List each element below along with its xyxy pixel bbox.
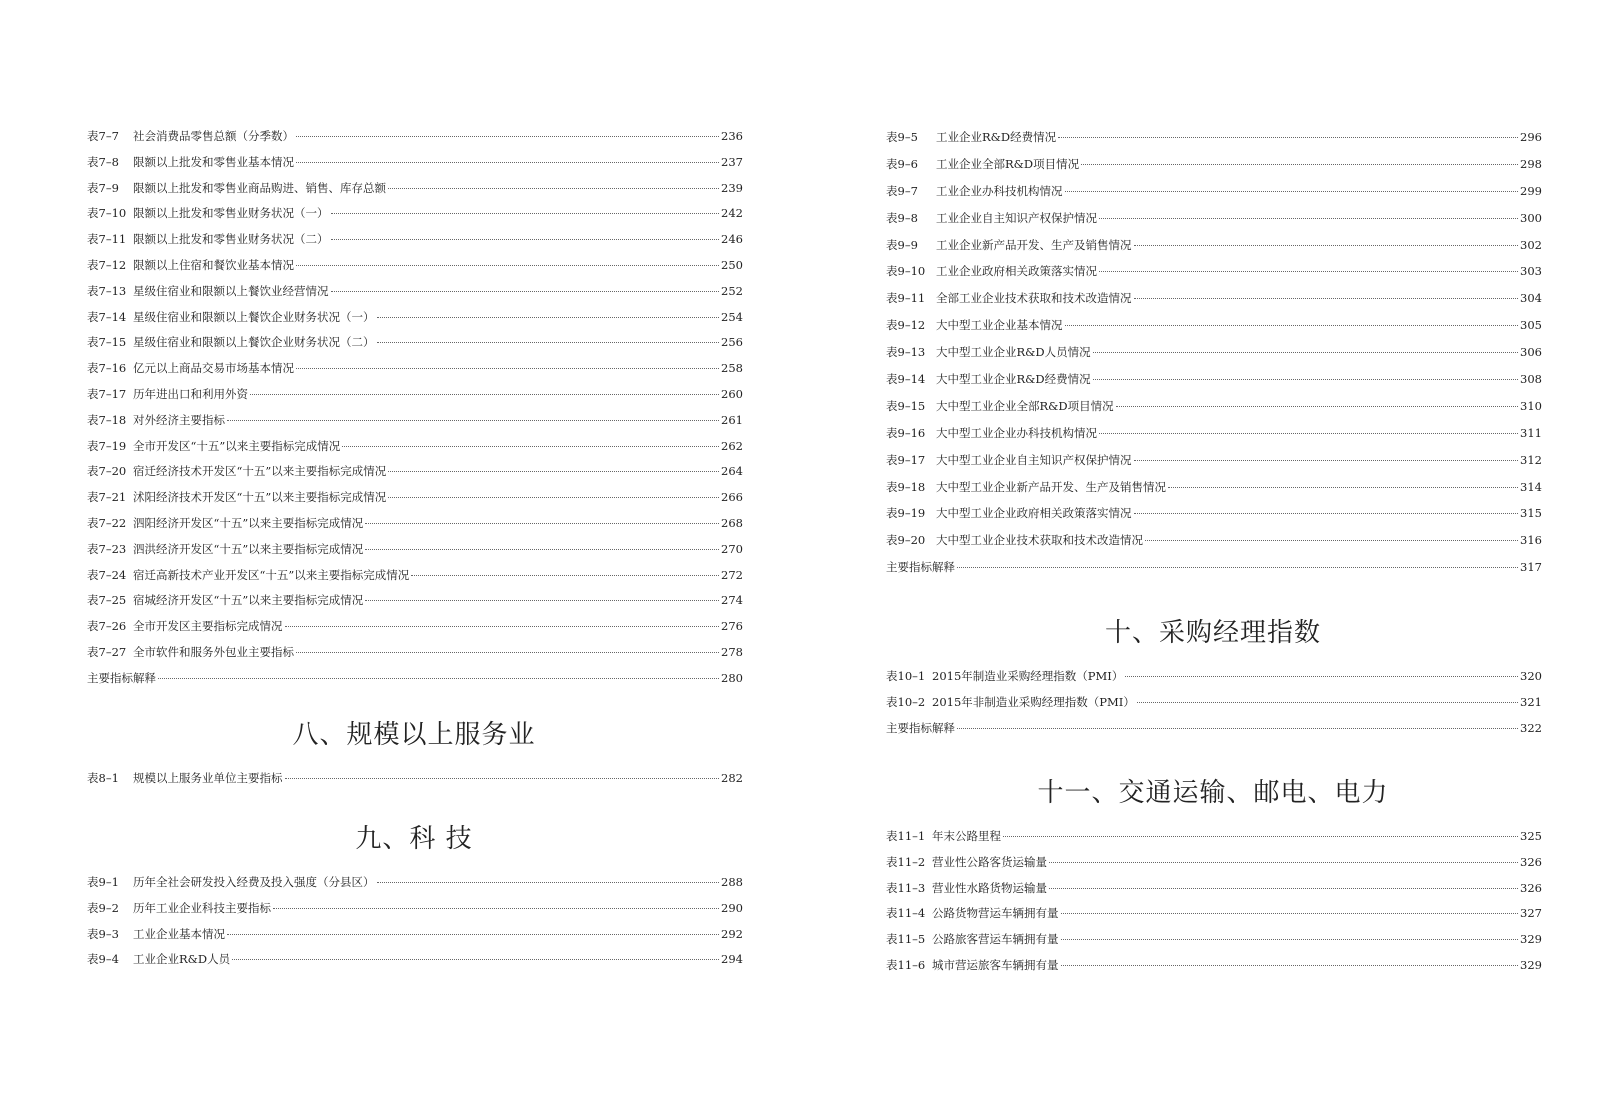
toc-entry-page-number: 317 [1520, 560, 1542, 575]
section-heading-9: 九、科 技 [355, 824, 473, 854]
section-9-toc-list [87, 870, 741, 973]
toc-entry-code: 表7–20 [87, 464, 127, 479]
toc-entry-page-number: 282 [721, 771, 743, 785]
toc-entry-page-number: 306 [1520, 345, 1542, 360]
toc-leader-dots [250, 394, 719, 395]
toc-leader-dots [296, 265, 719, 266]
toc-leader-dots [158, 678, 719, 679]
toc-entry-code: 表7–27 [87, 644, 127, 659]
toc-entry-title: 全市开发区“十五”以来主要指标完成情况 [133, 438, 341, 453]
toc-entry[interactable] [886, 447, 1540, 474]
section-heading-11: 十一、交通运输、邮电、电力 [1037, 778, 1389, 808]
toc-entry-page-number: 316 [1520, 533, 1542, 548]
toc-entry-title: 2015年制造业采购经理指数（PMI） [932, 669, 1124, 683]
toc-entry-page-number: 246 [721, 232, 743, 247]
toc-entry-page-number: 237 [721, 154, 743, 169]
toc-leader-dots [273, 908, 719, 909]
toc-entry[interactable] [87, 947, 741, 973]
toc-entry-code: 表7–22 [87, 515, 127, 530]
toc-entry[interactable] [886, 664, 1540, 690]
toc-entry-page-number: 305 [1520, 318, 1542, 333]
toc-entry-page-number: 252 [721, 283, 743, 298]
toc-leader-dots [1081, 164, 1518, 165]
toc-entry[interactable] [87, 227, 741, 253]
toc-entry-code: 表9–16 [886, 425, 926, 440]
toc-entry-title: 大中型工业企业R&D经费情况 [936, 372, 1091, 387]
toc-entry-title: 沭阳经济技术开发区“十五”以来主要指标完成情况 [133, 490, 387, 505]
toc-entry[interactable] [87, 563, 741, 589]
toc-entry-code: 表9–13 [886, 345, 926, 360]
toc-entry-code: 表11–3 [886, 880, 926, 895]
toc-leader-dots [285, 778, 720, 779]
toc-entry[interactable] [87, 537, 741, 563]
toc-leader-dots [285, 626, 720, 627]
toc-entry-title: 公路旅客营运车辆拥有量 [932, 932, 1059, 947]
toc-entry[interactable] [886, 258, 1540, 285]
toc-leader-dots [1003, 836, 1518, 837]
toc-entry[interactable] [87, 870, 741, 896]
toc-entry[interactable] [886, 850, 1540, 876]
toc-entry[interactable] [87, 382, 741, 408]
toc-entry-title: 大中型工业企业新产品开发、生产及销售情况 [936, 479, 1166, 494]
toc-entry-title: 限额以上批发和零售业财务状况（二） [133, 232, 329, 247]
toc-leader-dots [1134, 245, 1519, 246]
toc-entry[interactable] [886, 393, 1540, 420]
toc-entry-code: 表9–1 [87, 875, 119, 889]
toc-entry-page-number: 329 [1520, 932, 1542, 947]
toc-entry-page-number: 299 [1520, 183, 1542, 198]
toc-entry-page-number: 327 [1520, 906, 1542, 921]
toc-entry[interactable] [886, 178, 1540, 205]
toc-entry-code: 表7–11 [87, 232, 127, 247]
toc-entry-title: 宿迁高新技术产业开发区“十五”以来主要指标完成情况 [133, 567, 410, 582]
toc-leader-dots [1134, 460, 1519, 461]
toc-entry[interactable] [886, 690, 1540, 716]
toc-entry-page-number: 264 [721, 464, 743, 479]
toc-leader-dots [1134, 513, 1519, 514]
toc-entry[interactable] [886, 953, 1540, 979]
toc-entry-code: 表9–18 [886, 479, 926, 494]
section-8-toc-list [87, 766, 741, 792]
toc-entry[interactable] [886, 339, 1540, 366]
toc-entry-code: 表7–10 [87, 206, 127, 221]
toc-entry-title: 工业企业政府相关政策落实情况 [936, 264, 1097, 279]
section-heading-10: 十、采购经理指数 [1104, 618, 1321, 648]
toc-entry-title: 历年进出口和利用外资 [133, 386, 248, 401]
toc-entry-title: 限额以上批发和零售业基本情况 [133, 154, 294, 169]
toc-entry-code: 表7–7 [87, 129, 119, 143]
toc-entry-code: 表9–4 [87, 952, 119, 967]
toc-entry-code: 表11–1 [886, 829, 926, 843]
toc-entry-code: 表7–13 [87, 283, 127, 298]
toc-entry-code: 表9–17 [886, 452, 926, 467]
toc-entry-page-number: 272 [721, 567, 743, 582]
section-heading-8: 八、规模以上服务业 [292, 720, 536, 750]
toc-entry-title: 大中型工业企业全部R&D项目情况 [936, 398, 1114, 413]
toc-leader-dots [296, 652, 719, 653]
toc-leader-dots [331, 239, 720, 240]
toc-leader-dots [1125, 676, 1518, 677]
toc-entry-page-number: 262 [721, 438, 743, 453]
toc-entry-code: 表11–5 [886, 932, 926, 947]
toc-entry-title: 工业企业基本情况 [133, 926, 225, 941]
toc-entry-code: 表7–12 [87, 257, 127, 272]
toc-entry-title: 主要指标解释 [87, 670, 156, 685]
toc-entry-page-number: 268 [721, 515, 743, 530]
toc-entry[interactable] [87, 330, 741, 356]
toc-leader-dots [331, 213, 720, 214]
toc-entry-page-number: 314 [1520, 479, 1542, 494]
toc-entry-title: 泗阳经济开发区“十五”以来主要指标完成情况 [133, 515, 364, 530]
toc-entry-title: 主要指标解释 [886, 720, 955, 735]
toc-entry-code: 表9–20 [886, 533, 926, 548]
toc-entry-code: 表7–14 [87, 309, 127, 324]
toc-entry-page-number: 266 [721, 490, 743, 505]
toc-entry-code: 表11–6 [886, 957, 926, 972]
toc-entry-code: 表7–23 [87, 541, 127, 556]
toc-leader-dots [227, 934, 719, 935]
toc-leader-dots [1093, 352, 1518, 353]
toc-leader-dots [365, 523, 719, 524]
toc-entry-code: 表9–3 [87, 926, 119, 941]
toc-entry-code: 表9–12 [886, 318, 926, 333]
toc-entry-code: 表9–2 [87, 900, 119, 915]
toc-entry-page-number: 310 [1520, 398, 1542, 413]
toc-leader-dots [1061, 939, 1519, 940]
toc-leader-dots [1168, 487, 1518, 488]
toc-entry-title: 工业企业R&D经费情况 [936, 130, 1057, 144]
toc-entry-code: 表7–21 [87, 490, 127, 505]
toc-leader-dots [1145, 540, 1518, 541]
toc-entry-code: 表9–14 [886, 372, 926, 387]
toc-entry-title: 年末公路里程 [932, 829, 1001, 843]
toc-leader-dots [1137, 702, 1518, 703]
toc-entry-title: 限额以上批发和零售业商品购进、销售、库存总额 [133, 180, 386, 195]
toc-entry-page-number: 242 [721, 206, 743, 221]
toc-entry-page-number: 258 [721, 361, 743, 376]
toc-entry-page-number: 322 [1520, 720, 1542, 735]
toc-entry[interactable] [886, 927, 1540, 953]
toc-entry[interactable] [886, 124, 1540, 151]
toc-entry-page-number: 278 [721, 644, 743, 659]
toc-entry-page-number: 300 [1520, 210, 1542, 225]
toc-leader-dots [365, 549, 719, 550]
toc-entry-code: 表11–4 [886, 906, 926, 921]
toc-leader-dots [1049, 888, 1518, 889]
toc-leader-dots [411, 575, 719, 576]
toc-entry-code: 表10–2 [886, 694, 926, 709]
toc-entry-title: 限额以上批发和零售业财务状况（一） [133, 206, 329, 221]
toc-entry-code: 表7–15 [87, 335, 127, 350]
toc-entry-title: 全市软件和服务外包业主要指标 [133, 644, 294, 659]
toc-leader-dots [1065, 191, 1519, 192]
toc-entry-code: 表11–2 [886, 854, 926, 869]
toc-leader-dots [1061, 913, 1519, 914]
toc-entry-page-number: 296 [1520, 130, 1542, 144]
toc-entry-page-number: 320 [1520, 669, 1542, 683]
toc-entry-title: 泗洪经济开发区“十五”以来主要指标完成情况 [133, 541, 364, 556]
toc-entry-title: 工业企业全部R&D项目情况 [936, 156, 1080, 171]
toc-entry-title: 大中型工业企业自主知识产权保护情况 [936, 452, 1132, 467]
toc-entry[interactable] [87, 614, 741, 640]
toc-entry-title: 规模以上服务业单位主要指标 [133, 771, 283, 785]
toc-entry[interactable] [87, 511, 741, 537]
toc-entry-title: 大中型工业企业技术获取和技术改造情况 [936, 533, 1143, 548]
toc-entry-code: 表9–19 [886, 506, 926, 521]
toc-entry-code: 表7–8 [87, 154, 119, 169]
toc-entry-title: 社会消费品零售总额（分季数） [133, 129, 294, 143]
toc-entry[interactable] [87, 408, 741, 434]
toc-entry[interactable] [87, 588, 741, 614]
toc-entry-page-number: 276 [721, 619, 743, 634]
toc-entry[interactable] [87, 766, 741, 792]
toc-entry-page-number: 308 [1520, 372, 1542, 387]
toc-entry[interactable] [87, 253, 741, 279]
toc-entry-title: 宿迁经济技术开发区“十五”以来主要指标完成情况 [133, 464, 387, 479]
toc-entry[interactable] [87, 176, 741, 202]
toc-leader-dots [1099, 218, 1518, 219]
toc-entry-title: 营业性水路货物运输量 [932, 880, 1047, 895]
toc-entry-title: 星级住宿业和限额以上餐饮企业财务状况（一） [133, 309, 375, 324]
toc-entry-page-number: 290 [721, 900, 743, 915]
toc-entry-page-number: 329 [1520, 957, 1542, 972]
toc-entry-code: 表10–1 [886, 669, 926, 683]
toc-entry[interactable] [886, 232, 1540, 259]
toc-entry-page-number: 326 [1520, 854, 1542, 869]
toc-entry[interactable] [886, 876, 1540, 902]
toc-leader-dots [365, 600, 719, 601]
toc-leader-dots [1116, 406, 1518, 407]
toc-entry-page-number: 312 [1520, 452, 1542, 467]
toc-entry[interactable] [886, 285, 1540, 312]
toc-entry-code: 表7–26 [87, 619, 127, 634]
toc-leader-dots [1093, 379, 1518, 380]
toc-entry-page-number: 325 [1520, 829, 1542, 843]
toc-entry-page-number: 292 [721, 926, 743, 941]
toc-entry-title: 2015年非制造业采购经理指数（PMI） [932, 694, 1135, 709]
toc-leader-dots [1065, 325, 1519, 326]
toc-entry-page-number: 260 [721, 386, 743, 401]
toc-entry-title: 大中型工业企业办科技机构情况 [936, 425, 1097, 440]
toc-entry-title: 宿城经济开发区“十五”以来主要指标完成情况 [133, 593, 364, 608]
toc-entry-title: 亿元以上商品交易市场基本情况 [133, 361, 294, 376]
toc-entry[interactable] [886, 366, 1540, 393]
toc-entry[interactable] [886, 474, 1540, 501]
toc-entry-page-number: 250 [721, 257, 743, 272]
toc-entry[interactable] [87, 356, 741, 382]
toc-entry-page-number: 315 [1520, 506, 1542, 521]
toc-entry[interactable] [886, 500, 1540, 527]
toc-entry-code: 表7–17 [87, 386, 127, 401]
toc-leader-dots [377, 317, 720, 318]
toc-leader-dots [388, 471, 719, 472]
toc-entry[interactable] [87, 305, 741, 331]
toc-entry-page-number: 274 [721, 593, 743, 608]
toc-entry-title: 工业企业办科技机构情况 [936, 183, 1063, 198]
toc-entry[interactable] [886, 901, 1540, 927]
toc-entry-page-number: 261 [721, 412, 743, 427]
toc-entry[interactable] [886, 205, 1540, 232]
toc-leader-dots [1099, 433, 1518, 434]
toc-entry-code: 表9–7 [886, 183, 918, 198]
toc-entry[interactable] [87, 640, 741, 666]
toc-entry[interactable] [886, 716, 1540, 742]
toc-entry[interactable] [87, 150, 741, 176]
toc-entry-page-number: 326 [1520, 880, 1542, 895]
toc-entry-title: 公路货物营运车辆拥有量 [932, 906, 1059, 921]
toc-entry-code: 表9–9 [886, 237, 918, 252]
toc-entry-page-number: 302 [1520, 237, 1542, 252]
toc-leader-dots [377, 342, 720, 343]
toc-entry-title: 大中型工业企业基本情况 [936, 318, 1063, 333]
toc-leader-dots [232, 959, 719, 960]
toc-entry-page-number: 256 [721, 335, 743, 350]
toc-entry-title: 星级住宿业和限额以上餐饮业经营情况 [133, 283, 329, 298]
toc-entry[interactable] [87, 896, 741, 922]
toc-entry-code: 表9–5 [886, 130, 918, 144]
toc-leader-dots [296, 136, 719, 137]
toc-entry-code: 表9–15 [886, 398, 926, 413]
toc-entry-page-number: 303 [1520, 264, 1542, 279]
toc-entry[interactable] [87, 666, 741, 692]
toc-entry-code: 表9–10 [886, 264, 926, 279]
toc-entry-page-number: 288 [721, 875, 743, 889]
toc-entry-page-number: 280 [721, 670, 743, 685]
toc-entry-page-number: 321 [1520, 694, 1542, 709]
toc-entry-page-number: 236 [721, 129, 743, 143]
toc-entry[interactable] [886, 312, 1540, 339]
toc-leader-dots [331, 291, 720, 292]
toc-entry-code: 表7–19 [87, 438, 127, 453]
toc-leader-dots [227, 420, 719, 421]
toc-entry-title: 全部工业企业技术获取和技术改造情况 [936, 291, 1132, 306]
toc-leader-dots [342, 446, 719, 447]
toc-leader-dots [1058, 137, 1518, 138]
toc-entry-title: 限额以上住宿和餐饮业基本情况 [133, 257, 294, 272]
toc-entry[interactable] [886, 420, 1540, 447]
toc-entry-page-number: 270 [721, 541, 743, 556]
toc-entry-code: 表7–18 [87, 412, 127, 427]
toc-entry-title: 工业企业R&D人员 [133, 952, 231, 967]
toc-entry-code: 表9–6 [886, 156, 918, 171]
toc-leader-dots [388, 188, 719, 189]
toc-entry[interactable] [886, 824, 1540, 850]
toc-entry-page-number: 311 [1520, 425, 1542, 440]
toc-entry[interactable] [886, 527, 1540, 554]
toc-entry-title: 历年工业企业科技主要指标 [133, 900, 271, 915]
toc-entry[interactable] [87, 201, 741, 227]
toc-leader-dots [957, 567, 1518, 568]
toc-leader-dots [296, 368, 719, 369]
toc-entry[interactable] [87, 124, 741, 150]
toc-entry-page-number: 239 [721, 180, 743, 195]
toc-entry-title: 工业企业自主知识产权保护情况 [936, 210, 1097, 225]
toc-leader-dots [1061, 965, 1519, 966]
toc-entry-title: 星级住宿业和限额以上餐饮企业财务状况（二） [133, 335, 375, 350]
toc-entry-code: 表7–9 [87, 180, 119, 195]
toc-entry-page-number: 304 [1520, 291, 1542, 306]
section-10-toc-list [886, 664, 1540, 741]
toc-entry-code: 表9–8 [886, 210, 918, 225]
toc-entry-title: 城市营运旅客车辆拥有量 [932, 957, 1059, 972]
toc-entry-code: 表7–25 [87, 593, 127, 608]
toc-leader-dots [1049, 862, 1518, 863]
toc-leader-dots [1134, 298, 1519, 299]
toc-entry[interactable] [87, 485, 741, 511]
toc-entry[interactable] [886, 554, 1540, 581]
toc-entry-title: 营业性公路客货运输量 [932, 854, 1047, 869]
toc-entry-code: 表8–1 [87, 771, 119, 785]
toc-leader-dots [1099, 271, 1518, 272]
toc-entry[interactable] [87, 279, 741, 305]
toc-entry-title: 对外经济主要指标 [133, 412, 225, 427]
toc-entry-title: 全市开发区主要指标完成情况 [133, 619, 283, 634]
toc-entry[interactable] [87, 922, 741, 948]
toc-entry-code: 表7–16 [87, 361, 127, 376]
toc-entry-page-number: 294 [721, 952, 743, 967]
toc-entry[interactable] [87, 459, 741, 485]
toc-leader-dots [388, 497, 719, 498]
toc-entry-title: 主要指标解释 [886, 560, 955, 575]
toc-entry-page-number: 298 [1520, 156, 1542, 171]
section-11-toc-list [886, 824, 1540, 979]
toc-entry-page-number: 254 [721, 309, 743, 324]
toc-leader-dots [957, 728, 1518, 729]
toc-entry-title: 工业企业新产品开发、生产及销售情况 [936, 237, 1132, 252]
toc-leader-dots [296, 162, 719, 163]
toc-entry-title: 大中型工业企业R&D人员情况 [936, 345, 1091, 360]
toc-entry-code: 表9–11 [886, 291, 926, 306]
toc-entry-title: 历年全社会研发投入经费及投入强度（分县区） [133, 875, 375, 889]
toc-leader-dots [377, 882, 720, 883]
toc-entry[interactable] [87, 434, 741, 460]
left-toc-list [87, 124, 741, 692]
right-toc-list [886, 124, 1540, 581]
toc-entry[interactable] [886, 151, 1540, 178]
toc-entry-title: 大中型工业企业政府相关政策落实情况 [936, 506, 1132, 521]
toc-entry-code: 表7–24 [87, 567, 127, 582]
